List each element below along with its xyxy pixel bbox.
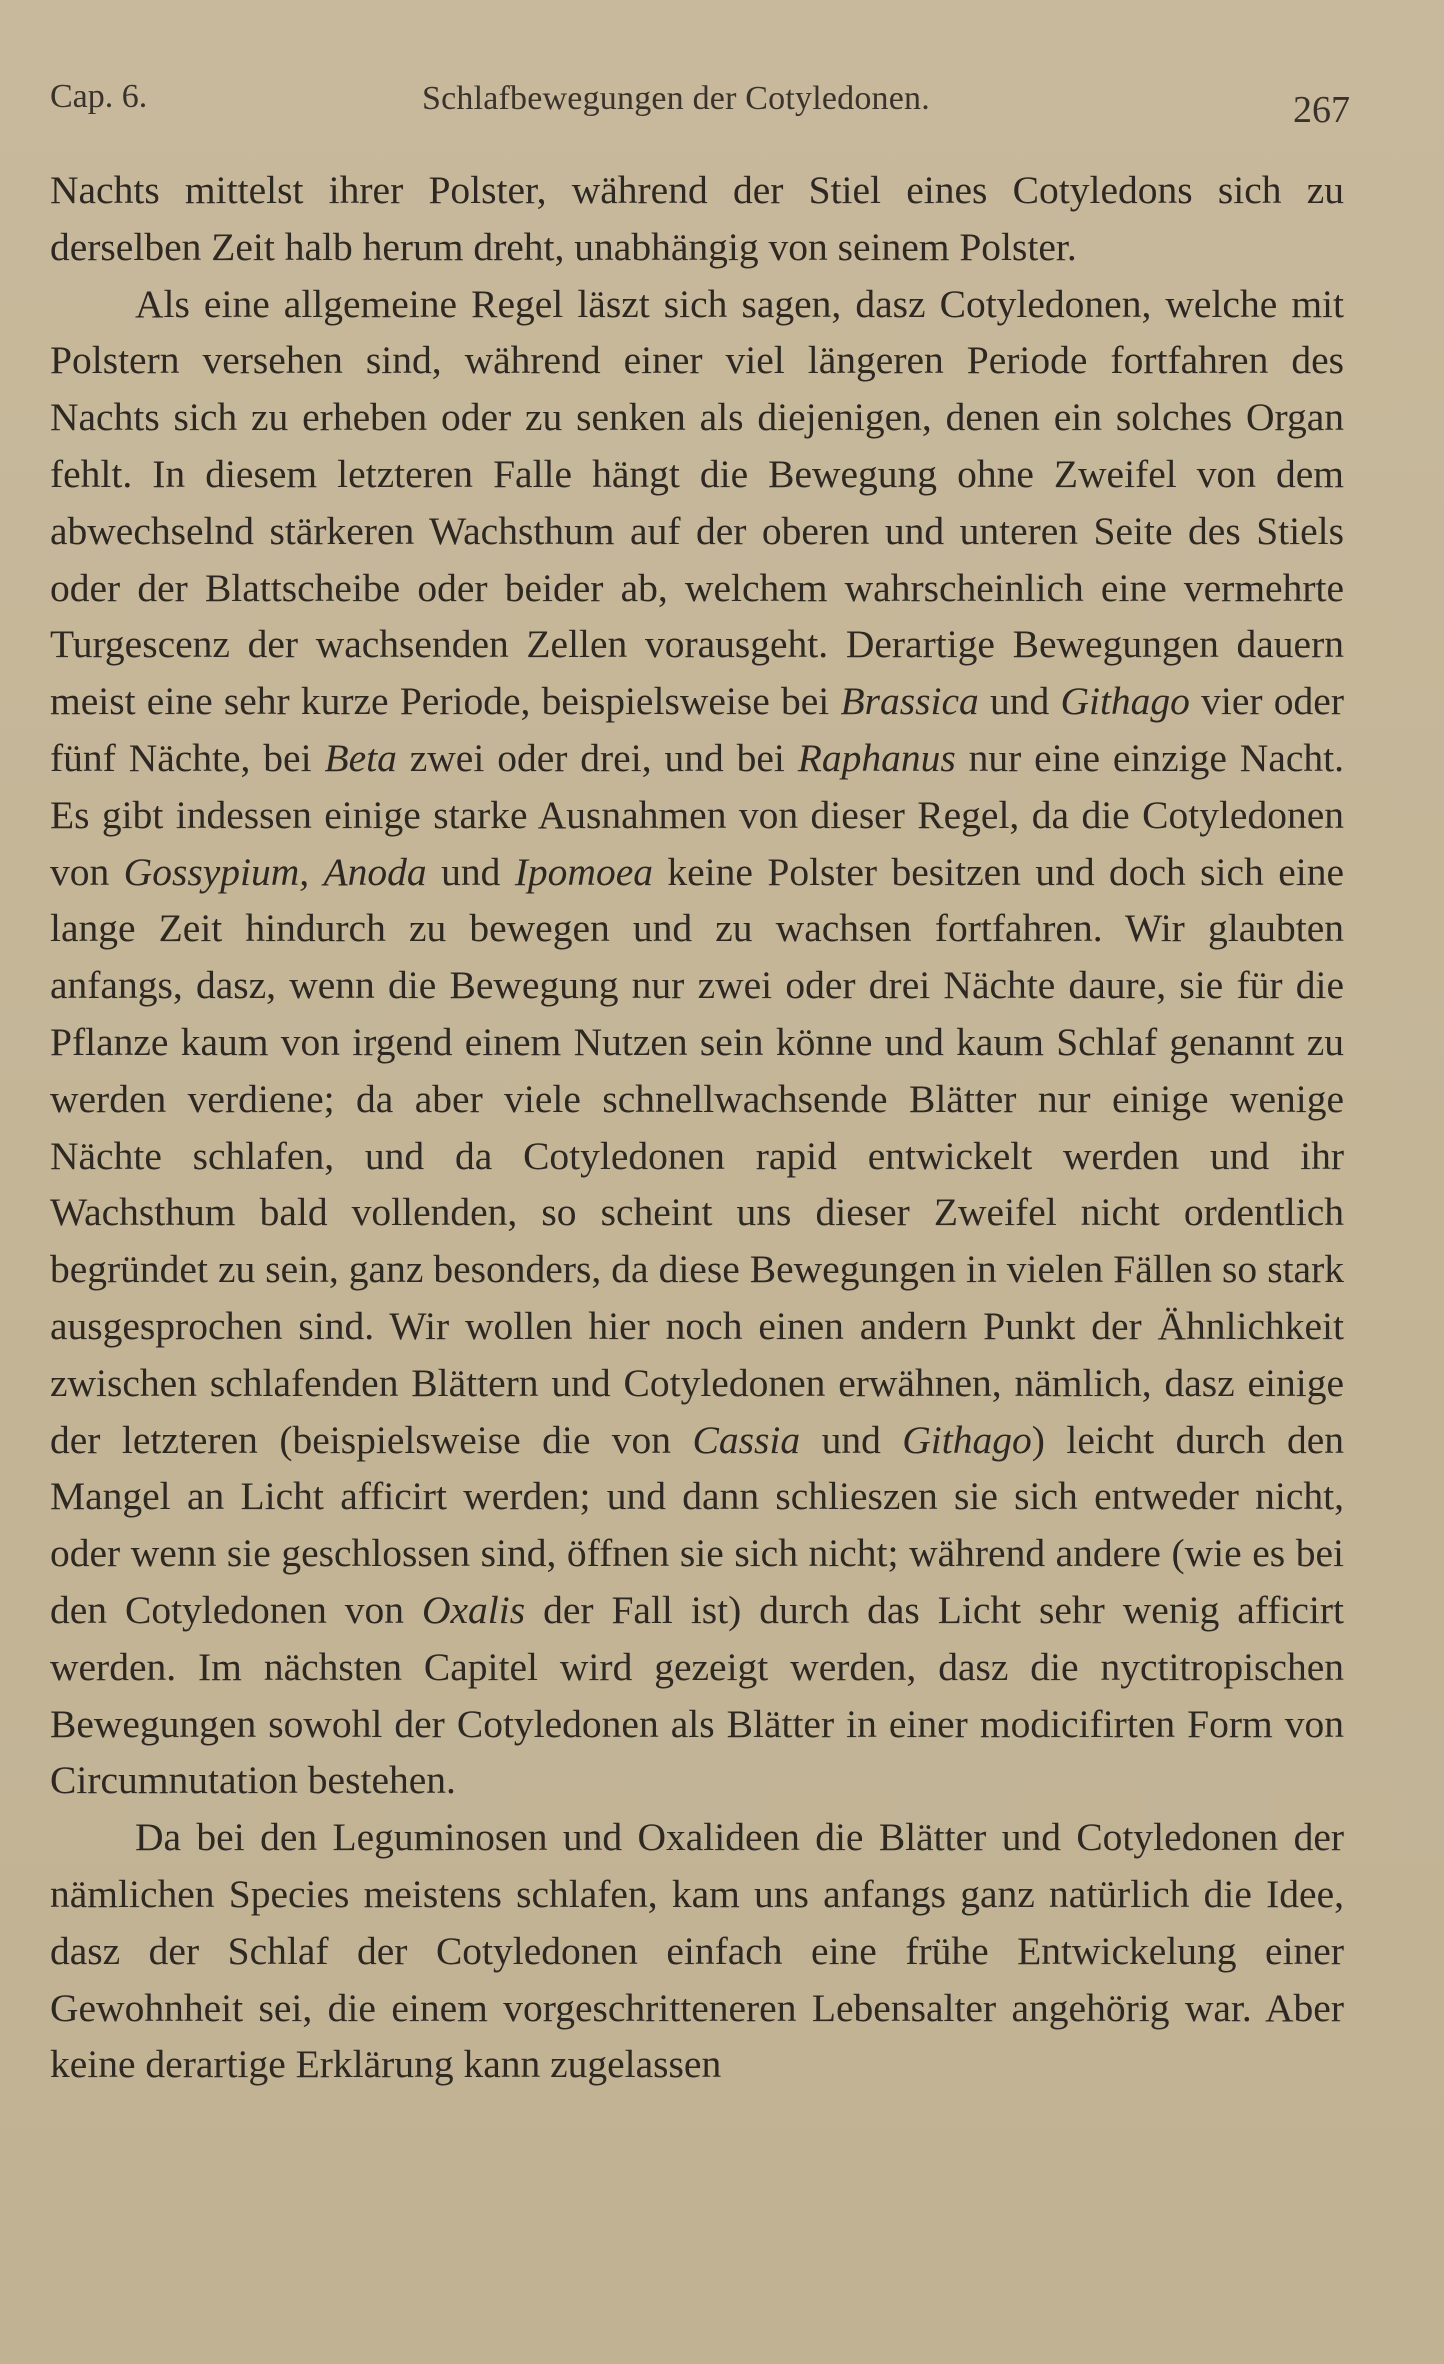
page-number: 267 (1293, 89, 1350, 131)
text-segment: Nachts mittelst ihrer Polster, während der Stiel eines Cotyledons sich zu derselben Zeit halb herum dreht, unabhängig von seinem Polster. (50, 168, 1344, 269)
italic-text: Brassica (840, 679, 979, 724)
italic-text: Ipomoea (514, 849, 653, 894)
paragraph (50, 1809, 1344, 2093)
running-title: Schlafbewegungen der Cotyledonen. (422, 80, 930, 117)
text-segment: und (800, 1417, 903, 1462)
italic-text: Beta (324, 735, 397, 780)
text-segment: nur eine einzige Nacht. Es gibt indessen einige starke Ausnahmen von dieser Regel, da die Cotyledonen von (50, 735, 1344, 894)
text-segment: ) leicht durch den Mangel an Licht afficirt werden; und dann schlieszen sie sich entweder nicht, oder wenn sie geschlossen sind, öffnen sie sich nicht; während andere (wie es bei den Cotyledonen von (50, 1417, 1345, 1632)
text-segment: der Fall ist) durch das Licht sehr wenig afficirt werden. Im nächsten Capitel wird gezeigt werden, dasz die nyctitropischen Bewegungen sowohl der Cotyledonen als Blätter in einer modicifirten Form von Circumnutation bestehen. (50, 1587, 1344, 1803)
italic-text: Cassia (692, 1417, 801, 1462)
paragraph (50, 162, 1344, 276)
text-segment: und (978, 679, 1061, 724)
text-segment: Als eine allgemeine Regel läszt sich sagen, dasz Cotyledonen, welche mit Polstern versehen sind, während einer viel längeren Periode fortfahren des Nachts sich zu erheben oder zu senken als diejenigen, denen ein solches Organ fehlt. In diesem letzteren Falle hängt die Bewegung ohne Zweifel von dem abwechselnd stärkeren Wachsthum auf der oberen und unteren Seite des Stiels oder der Blattscheibe oder beider ab, welchem wahrscheinlich eine vermehrte Turgescenz der wachsenden Zellen vorausgeht. Derartige Bewegungen dauern meist eine sehr kurze Periode, beispielsweise bei (50, 281, 1344, 724)
text-segment: Da bei den Leguminosen und Oxalideen die Blätter und Cotyledonen der nämlichen Species meistens schlafen, kam uns anfangs ganz natürlich die Idee, dasz der Schlaf der Cotyledonen einfach eine frühe Entwickelung einer Gewohnheit sei, die einem vorgeschritteneren Lebensalter angehörig war. Aber keine derartige Erklärung kann zugelassen (50, 1815, 1344, 2087)
text-segment: und (426, 849, 515, 894)
italic-text: Githago (902, 1417, 1032, 1462)
text-segment: vier oder fünf Nächte, bei (50, 679, 1344, 780)
text-segment: keine Polster besitzen und doch sich eine lange Zeit hindurch zu bewegen und zu wachsen fortfahren. Wir glaubten anfangs, dasz, wenn die Bewegung nur zwei oder drei Nächte daure, sie für die Pflanze kaum von irgend einem Nutzen sein könne und kaum Schlaf genannt zu werden verdiene; da aber viele schnellwachsende Blätter nur einige wenige Nächte schlafen, und da Cotyledonen rapid entwickelt werden und ihr Wachsthum bald vollenden, so scheint uns dieser Zweifel nicht ordentlich begründet zu sein, ganz besonders, da diese Bewegungen in vielen Fällen so stark ausgesprochen sind. Wir wollen hier noch einen andern Punkt der Ähnlichkeit zwischen schlafenden Blättern und Cotyledonen erwähnen, nämlich, dasz einige der letzteren (beispielsweise die von (50, 849, 1345, 1462)
paragraph (50, 276, 1344, 1810)
italic-text: Gossypium, (123, 849, 310, 894)
running-head (50, 72, 1350, 131)
italic-text: Oxalis (421, 1587, 526, 1632)
italic-text: Raphanus (797, 735, 956, 780)
italic-text: Anoda (323, 849, 427, 894)
body-text (50, 162, 1344, 2093)
italic-text: Githago (1060, 679, 1190, 724)
chapter-label: Cap. 6. (50, 78, 148, 115)
text-segment: zwei oder drei, und bei (396, 735, 798, 780)
text-segment (309, 850, 323, 894)
